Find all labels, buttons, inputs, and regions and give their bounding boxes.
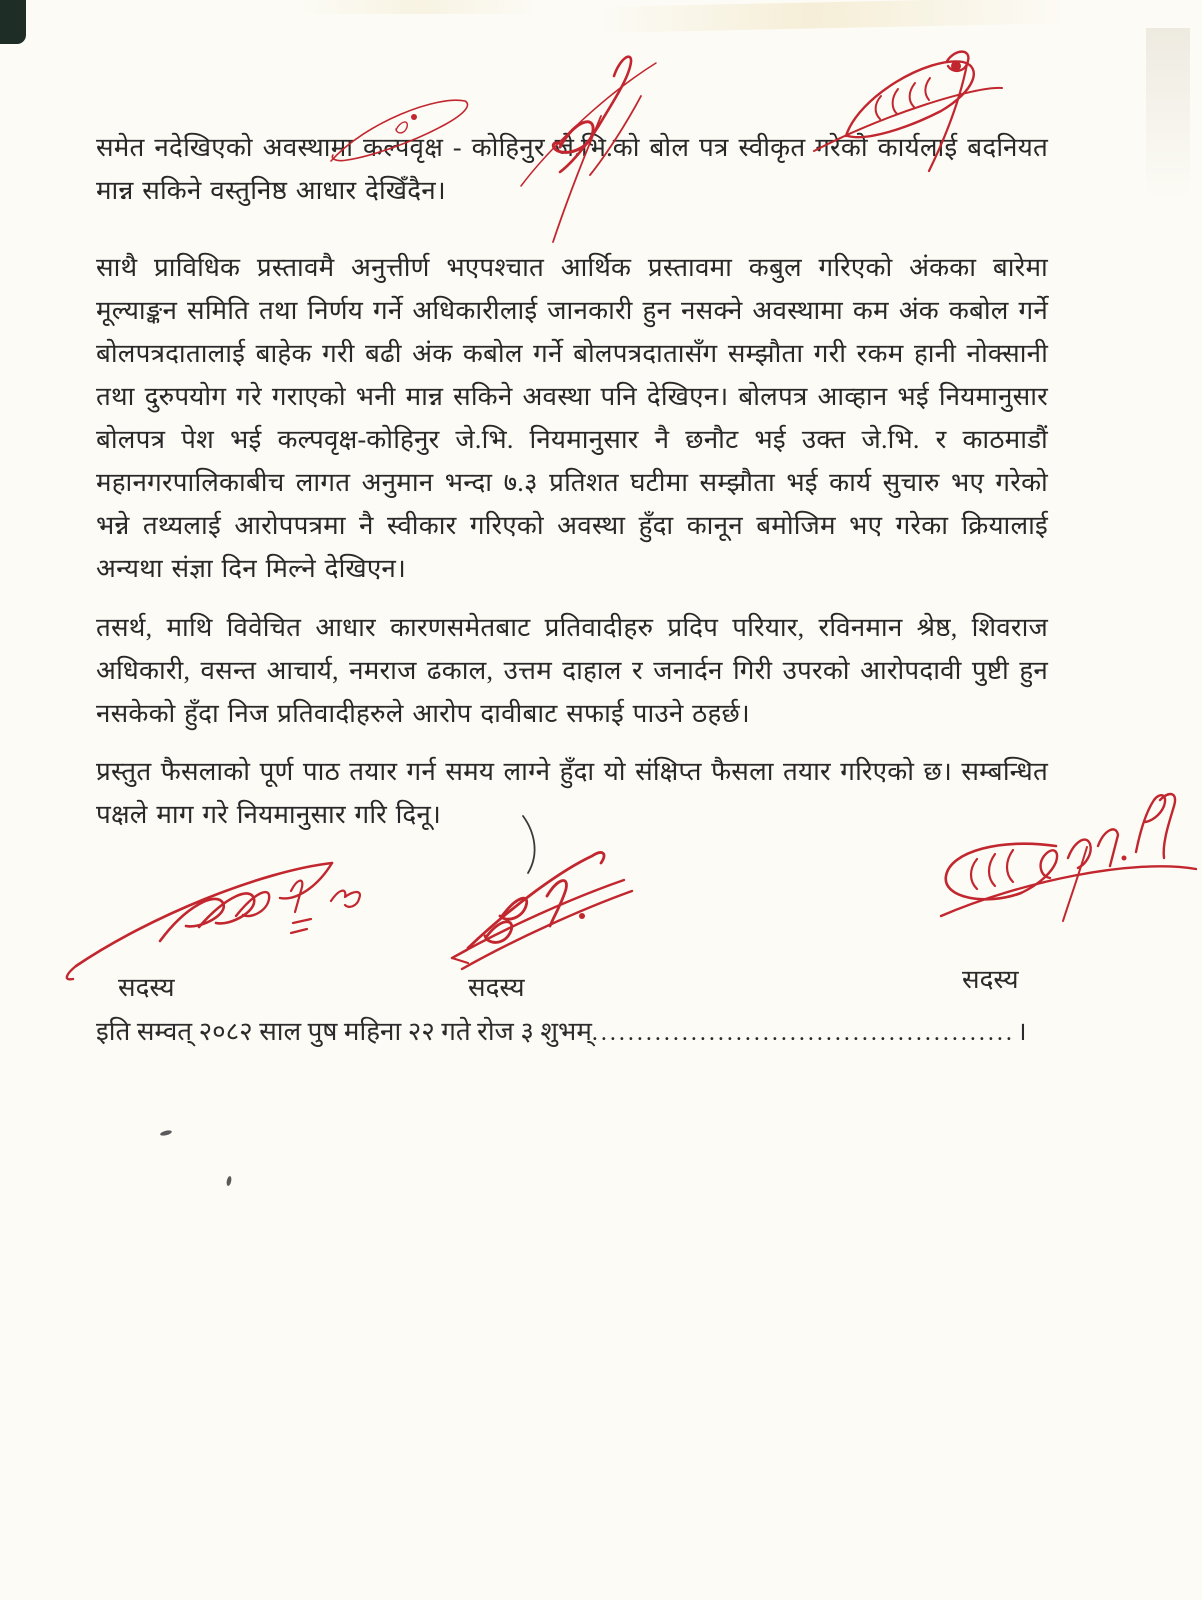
scan-specks bbox=[160, 1129, 233, 1186]
red-signature-bottom-center-icon bbox=[452, 852, 632, 969]
scan-streak bbox=[1146, 28, 1190, 198]
closing-date-line bbox=[96, 1012, 1048, 1048]
scan-streak bbox=[300, 0, 540, 14]
document-body bbox=[96, 126, 1048, 836]
scan-corner-artifact bbox=[0, 0, 26, 44]
signatory-label-left: सदस्य bbox=[118, 973, 175, 1002]
closing-date-text: इति सम्वत् २०८२ साल पुष महिना २२ गते रोज ३ शुभम् bbox=[96, 1017, 592, 1046]
closing-end-mark: । bbox=[1016, 1017, 1027, 1046]
signatory-label-right: सदस्य bbox=[962, 965, 1019, 994]
scan-streak bbox=[600, 0, 1070, 33]
red-signature-bottom-left-icon bbox=[67, 863, 360, 979]
paragraph-acquittal-decision: तसर्थ, माथि विवेचित आधार कारणसमेतबाट प्रतिवादीहरु प्रदिप परियार, रविनमान श्रेष्ठ, शिवराज अधिकारी, वसन्त आचार्य, नमराज ढकाल, उत्तम दाहाल र जनार्दन गिरी उपरको आरोपदावी पुष्टी हुन नसकेको हुँदा निज प्रतिवादीहरुले आरोप दावीबाट सफाई पाउने ठहर्छ। bbox=[96, 613, 1048, 728]
paragraph-evaluation-findings: साथै प्राविधिक प्रस्तावमै अनुत्तीर्ण भएपश्चात आर्थिक प्रस्तावमा कबुल गरिएको अंकका बारेमा मूल्याङ्कन समिति तथा निर्णय गर्ने अधिकारीलाई जानकारी हुन नसक्ने अवस्थामा कम अंक कबोल गर्ने बोलपत्रदातालाई बाहेक गरी बढी अंक कबोल गर्ने बोलपत्रदातासँग सम्झौता गरी रकम हानी नोक्सानी तथा दुरुपयोग गरे गराएको भनी मान्न सकिने अवस्था पनि देखिएन। बोलपत्र आव्हान भई नियमानुसार बोलपत्र पेश भई कल्पवृक्ष-कोहिनुर जे.भि. नियमानुसार नै छनौट भई उक्त जे.भि. र काठमाडौं महानगरपालिकाबीच लागत अनुमान भन्दा ७.३ प्रतिशत घटीमा सम्झौता भई कार्य सुचारु भए गरेको भन्ने तथ्यलाई आरोपपत्रमा नै स्वीकार गरिएको अवस्था हुँदा कानून बमोजिम भए गरेका क्रियालाई अन्यथा संज्ञा दिन मिल्ने देखिएन। bbox=[96, 253, 1048, 583]
signatory-label-center: सदस्य bbox=[468, 973, 525, 1002]
paragraph-full-text-note: प्रस्तुत फैसलाको पूर्ण पाठ तयार गर्न समय लाग्ने हुँदा यो संक्षिप्त फैसला तयार गरिएको छ। सम्बन्धित पक्षले माग गरे नियमानुसार गरि दिनू। bbox=[96, 757, 1048, 829]
paragraph-verdict-basis: समेत नदेखिएको अवस्थामा कल्पवृक्ष - कोहिनुर जे.भि.को बोल पत्र स्वीकृत गरेको कार्यलाई बदनियत मान्न सकिने वस्तुनिष्ठ आधार देखिँदैन। bbox=[96, 133, 1048, 205]
dotted-leader: ............................................... bbox=[591, 1020, 1015, 1046]
